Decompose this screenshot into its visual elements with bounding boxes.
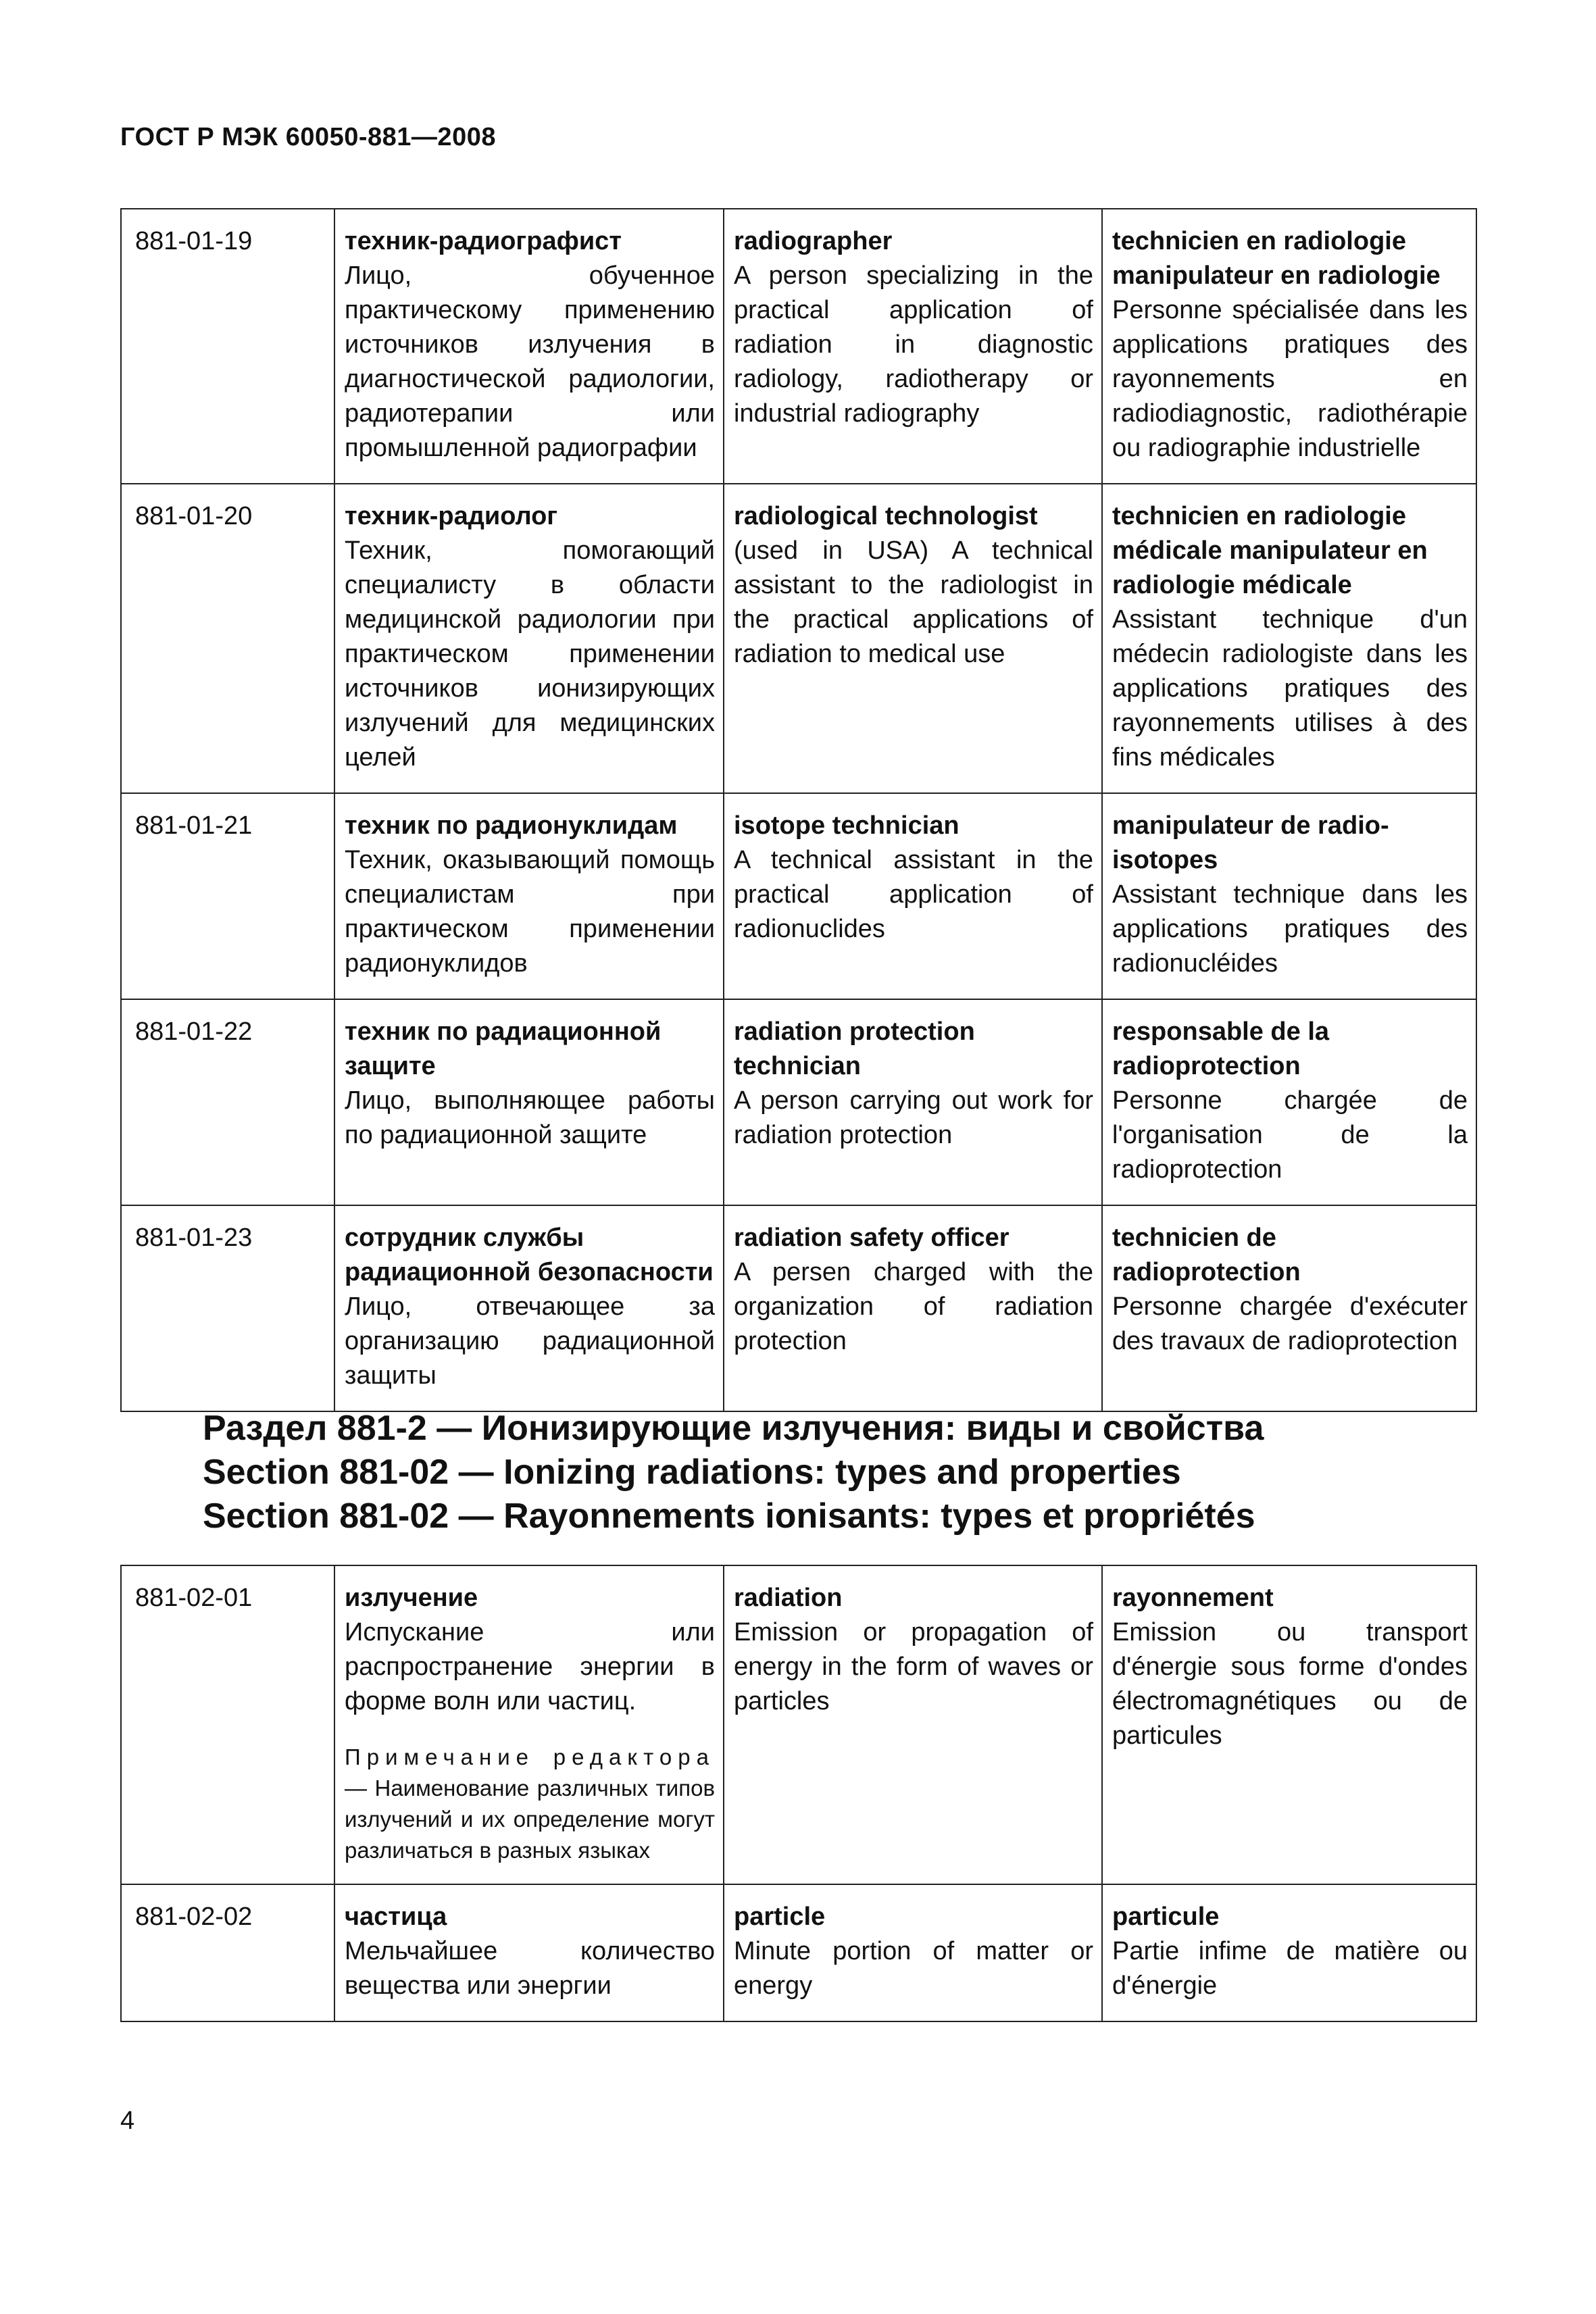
english-cell	[724, 1884, 1102, 2021]
english-term: radiological technologist	[734, 502, 1038, 530]
french-cell	[1102, 484, 1476, 793]
table-row	[121, 999, 1476, 1205]
document-header: ГОСТ Р МЭК 60050-881—2008	[120, 123, 496, 151]
terms-table-section-2	[120, 1565, 1477, 2022]
french-term: responsable de la radioprotection	[1112, 1017, 1330, 1080]
term-code: 881-01-20	[135, 502, 253, 530]
terms-table-section-1	[120, 208, 1477, 1412]
editor-note-label: Примечание редактора	[345, 1744, 715, 1769]
english-term: radiation safety officer	[734, 1224, 1009, 1252]
english-term: radiation	[734, 1584, 843, 1612]
russian-term: техник-радиографист	[345, 227, 622, 255]
term-code-cell	[121, 1884, 334, 2021]
editor-note	[345, 1742, 715, 1866]
term-code-cell	[121, 999, 334, 1205]
english-term: isotope technician	[734, 811, 959, 840]
english-cell	[724, 1205, 1102, 1411]
table-row	[121, 793, 1476, 999]
russian-definition: Мельчайшее количество вещества или энергии	[345, 1937, 715, 2000]
english-cell	[724, 999, 1102, 1205]
french-term: manipulateur de radio-isotopes	[1112, 811, 1389, 874]
english-term: radiation protection technician	[734, 1017, 975, 1080]
english-cell	[724, 484, 1102, 793]
term-code: 881-01-19	[135, 227, 253, 255]
english-definition: A person specializing in the practical application of radiation in diagnostic radiology, radiotherapy or industrial radiography	[734, 261, 1093, 428]
french-definition: Partie infime de matière ou d'énergie	[1112, 1937, 1468, 2000]
russian-cell	[334, 999, 724, 1205]
french-definition: Assistant technique dans les applications pratiques des radionucléides	[1112, 880, 1468, 978]
russian-definition: Лицо, отвечающее за организацию радиационной защиты	[345, 1292, 715, 1390]
french-cell	[1102, 1565, 1476, 1884]
french-term: technicien en radiologie manipulateur en radiologie	[1112, 227, 1441, 290]
french-definition: Personne chargée de l'organisation de la radioprotection	[1112, 1086, 1468, 1184]
term-code: 881-02-01	[135, 1584, 253, 1612]
term-code-cell	[121, 1565, 334, 1884]
russian-cell	[334, 1565, 724, 1884]
english-definition: A technical assistant in the practical application of radionuclides	[734, 846, 1093, 943]
russian-cell	[334, 209, 724, 484]
english-term: radiographer	[734, 227, 893, 255]
french-cell	[1102, 999, 1476, 1205]
section-title-ru: Раздел 881-2 — Ионизирующие излучения: виды и свойства	[203, 1409, 1264, 1448]
term-code: 881-01-22	[135, 1017, 253, 1046]
russian-cell	[334, 793, 724, 999]
russian-definition: Техник, помогающий специалисту в области медицинской радиологии при практическом применении источников ионизирующих излучений для медицинских целей	[345, 536, 715, 772]
english-definition: Minute portion of matter or energy	[734, 1937, 1093, 2000]
french-cell	[1102, 1884, 1476, 2021]
russian-term: частица	[345, 1903, 447, 1931]
table-row	[121, 1884, 1476, 2021]
french-cell	[1102, 1205, 1476, 1411]
english-cell	[724, 793, 1102, 999]
term-code-cell	[121, 793, 334, 999]
table-row	[121, 484, 1476, 793]
term-code: 881-01-21	[135, 811, 253, 840]
russian-term: сотрудник службы радиационной безопасности	[345, 1224, 714, 1286]
english-definition: Emission or propagation of energy in the form of waves or particles	[734, 1618, 1093, 1715]
page-number: 4	[120, 2107, 135, 2135]
section-title-fr: Section 881-02 — Rayonnements ionisants: types et propriétés	[203, 1496, 1255, 1536]
term-code: 881-01-23	[135, 1224, 253, 1252]
english-cell	[724, 209, 1102, 484]
terms-table-body	[121, 209, 1476, 1411]
terms-table-body	[121, 1565, 1476, 2021]
french-cell	[1102, 209, 1476, 484]
french-definition: Emission ou transport d'énergie sous forme d'ondes électromagnétiques ou de particules	[1112, 1618, 1468, 1750]
section-heading	[203, 1407, 1264, 1538]
russian-cell	[334, 484, 724, 793]
french-definition: Personne chargée d'exécuter des travaux de radioprotection	[1112, 1292, 1468, 1355]
english-term: particle	[734, 1903, 826, 1931]
french-term: rayonnement	[1112, 1584, 1274, 1612]
russian-cell	[334, 1205, 724, 1411]
french-cell	[1102, 793, 1476, 999]
english-definition: A person carrying out work for radiation protection	[734, 1086, 1093, 1149]
section-title-en: Section 881-02 — Ionizing radiations: types and properties	[203, 1453, 1181, 1492]
term-code-cell	[121, 1205, 334, 1411]
french-definition: Assistant technique d'un médecin radiologiste dans les applications pratiques des rayonnements utilises à des fins médicales	[1112, 605, 1468, 772]
russian-term: техник-радиолог	[345, 502, 558, 530]
term-code-cell	[121, 484, 334, 793]
english-definition: (used in USA) A technical assistant to the radiologist in the practical applications of radiation to medical use	[734, 536, 1093, 668]
english-cell	[724, 1565, 1102, 1884]
russian-term: техник по радиационной защите	[345, 1017, 662, 1080]
english-definition: A persen charged with the organization of radiation protection	[734, 1258, 1093, 1355]
french-definition: Personne spécialisée dans les applications pratiques des rayonnements en radiodiagnostic, radiothérapie ou radiographie industrielle	[1112, 296, 1468, 462]
russian-term: техник по радионуклидам	[345, 811, 678, 840]
russian-cell	[334, 1884, 724, 2021]
table-row	[121, 1565, 1476, 1884]
editor-note-text: — Наименование различных типов излучений и их определение могут различаться в разных языках	[345, 1776, 715, 1863]
french-term: technicien en radiologie médicale manipulateur en radiologie médicale	[1112, 502, 1428, 599]
russian-term: излучение	[345, 1584, 478, 1612]
term-code: 881-02-02	[135, 1903, 253, 1931]
table-row	[121, 209, 1476, 484]
russian-definition: Лицо, выполняющее работы по радиационной защите	[345, 1086, 715, 1149]
russian-definition: Лицо, обученное практическому применению источников излучения в диагностической радиологии, радиотерапии или промышленной радиографии	[345, 261, 715, 462]
table-row	[121, 1205, 1476, 1411]
russian-definition: Испускание или распространение энергии в форме волн или частиц.	[345, 1618, 715, 1715]
french-term: technicien de radioprotection	[1112, 1224, 1301, 1286]
french-term: particule	[1112, 1903, 1220, 1931]
term-code-cell	[121, 209, 334, 484]
russian-definition: Техник, оказывающий помощь специалистам при практическом применении радионуклидов	[345, 846, 715, 978]
